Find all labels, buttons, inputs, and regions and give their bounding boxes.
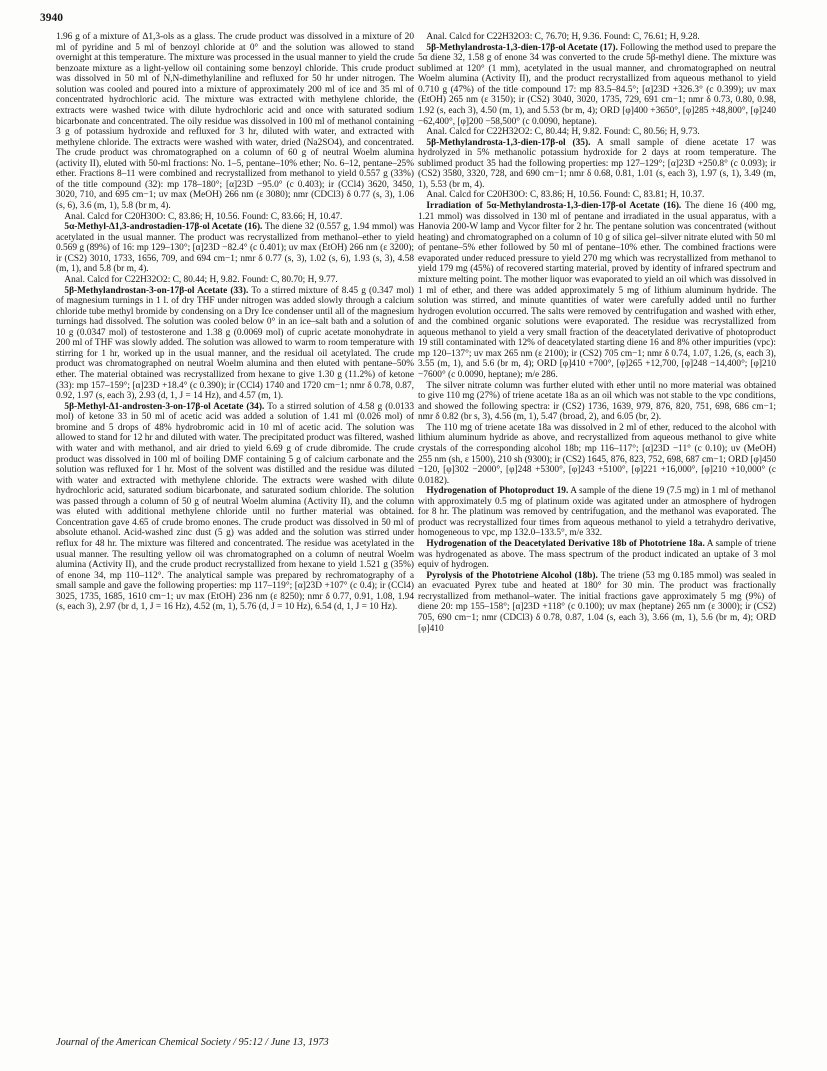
paragraph — [418, 190, 776, 201]
paragraph-text: 1.96 g of a mixture of Δ1,3-ols as a glass. The crude product was dissolved in a mixture of 20 ml of pyridine and 5 ml of benzoyl chloride at 0° and the solution was allowed to stand overnight at this temperature. The mixture was processed in the usual manner to yield the crude benzoate mixture as a light-yellow oil containing some benzoyl chloride. This crude product was dissolved in 50 ml of N,N-dimethylaniline and refluxed for 50 hr under nitrogen. The solution was cooled and poured into a mixture of approximately 200 ml of ice and 35 ml of concentrated hydrochloric acid. The mixture was extracted with methylene chloride, the extracts were washed twice with dilute hydrochloric acid and once with saturated sodium bicarbonate and concentrated. The oily residue was dissolved in 100 ml of methanol containing 3 g of potassium hydroxide and refluxed for 3 hr, diluted with water, and extracted with methylene chloride. The extracts were washed with water, dried (Na2SO4), and concentrated. The crude product was chromatographed on a column of 60 g of neutral Woelm alumina (activity II), eluted with 50-ml fractions: No. 1–5, pentane–10% ether; No. 6–12, pentane–25% ether. Fractions 8–11 were combined and recrystallized from methanol to yield 0.557 g (33%) of the title compound (32): mp 178–180°; [α]23D −95.0° (c 0.403); ir (CCl4) 3620, 3450, 3020, 710, and 695 cm−1; uv max (MeOH) 266 nm (ε 3080); nmr (CDCl3) δ 0.77 (s, 3), 1.06 (s, 6), 3.6 (m, 1), 5.8 (br m, 4). — [56, 32, 414, 211]
paragraph-text: A sample of the diene 19 (7.5 mg) in 1 ml of methanol with approximately 0.5 mg of platinum oxide was agitated under an atmosphere of hydrogen for 8 hr. The platinum was removed by centrifugation, and the methanol was evaporated. The product was recrystallized four times from aqueous methanol to yield a tetrahydro derivative, homogeneous to vpc, mp 132.0–133.5°, m/e 332. — [418, 486, 776, 539]
paragraph-text: Anal. Calcd for C22H32O2: C, 80.44; H, 9.82. Found: C, 80.56; H, 9.73. — [426, 127, 700, 138]
paragraph — [418, 127, 776, 138]
paragraph — [56, 275, 414, 286]
section-heading: Hydrogenation of the Deacetylated Derivative 18b of Phototriene 18a. — [426, 539, 705, 549]
section-heading: 5β-Methylandrosta-1,3-dien-17β-ol (35). — [426, 137, 591, 148]
section-heading: 5β-Methylandrosta-1,3-dien-17β-ol Acetate (17). — [426, 42, 618, 53]
paragraph-text: To a stirred solution of 4.58 g (0.0133 mol) of ketone 33 in 50 ml of acetic acid was added a solution of 1.41 ml (0.026 mol) of bromine and 5 drops of 48% hydrobromic acid in 10 ml of acetic acid. The solution was allowed to stand for 12 hr and diluted with water. The precipitated product was filtered, washed with water and with methanol, and air dried to yield 6.69 g of crude dibromide. The crude product was dissolved in 100 ml of boiling DMF containing 5 g of calcium carbonate and the solution was refluxed for 1 hr. Most of the solvent was distilled and the residue was diluted with water and extracted with methylene chloride. The extracts were washed with dilute hydrochloric acid, saturated sodium bicarbonate, and saturated sodium chloride. The solution was passed through a column of 50 g of neutral Woelm alumina (Activity II), and the column was eluted with additional methylene chloride until no further material was obtained. Concentration gave 4.65 of crude bromo enones. The crude product was dissolved in 50 ml of absolute ethanol. Acid-washed zinc dust (5 g) was added and the solution was stirred under reflux for 48 hr. The mixture was filtered and concentrated. The residue was acetylated in the usual manner. The resulting yellow oil was chromatographed on a column of neutral Woelm alumina (Activity II), and the crude product recrystallized from hexane to yield 1.521 g (35%) of enone 34, mp 110–112°. The analytical sample was prepared by rechromatography of a small sample and gave the following properties: mp 117–119°; [α]23D +107° (c 0.4); ir (CCl4) 3025, 1735, 1685, 1610 cm−1; uv max (EtOH) 236 nm (ε 8250); nmr δ 0.77, 0.91, 1.08, 1.94 (s, each 3), 2.97 (br d, 1, J = 16 Hz), 4.52 (m, 1), 5.76 (d, J = 10 Hz), 6.54 (d, 1, J = 10 Hz). — [56, 401, 415, 613]
paragraph-text: The 110 mg of triene acetate 18a was dissolved in 2 ml of ether, reduced to the alcohol with lithium aluminum hydride as above, and recrystallized from aqueous methanol to give white crystals of the corresponding alcohol 18b; mp 116–117°; [α]23D −11° (c 0.10); uv (MeOH) 255 nm (sh, ε 1500), 210 sh (9300); ir (CS2) 1645, 876, 823, 752, 698, 687 cm−1; ORD [φ]450 −120, [φ]302 −2000°, [φ]248 +5300°, [φ]243 +5100°, [φ]221 +16,000°, [φ]210 +10,000° (c 0.0182). — [418, 422, 776, 486]
paragraph — [56, 222, 414, 275]
paragraph — [418, 571, 776, 634]
paragraph — [56, 402, 414, 613]
section-heading: Pyrolysis of the Phototriene Alcohol (18b). — [426, 570, 598, 581]
right-column — [418, 32, 776, 634]
paragraph-text: Anal. Calcd for C22H32O3: C, 76.70; H, 9.36. Found: C, 76.61; H, 9.28. — [426, 32, 700, 42]
paragraph-text: A sample of triene was hydrogenated as above. The mass spectrum of the product indicated an uptake of 3 mol equiv of hydrogen. — [418, 539, 776, 571]
paragraph — [418, 486, 776, 539]
paragraph — [418, 381, 776, 423]
left-column — [56, 32, 414, 613]
paragraph-text: To a stirred mixture of 8.45 g (0.347 mol) of magnesium turnings in 1 l. of dry THF under nitrogen was added slowly through a calcium chloride tube methyl bromide by condensing on a Dry Ice condenser until all of the magnesium turnings had dissolved. The solution was cooled below 0° in an ice–salt bath and a solution of 10 g (0.0347 mol) of testosterone and 1.38 g (0.0069 mol) of cupric acetate monohydrate in 200 ml of THF was slowly added. The solution was allowed to warm to room temperature with stirring for 1 hr, worked up in the usual manner, and the residual oil acetylated. The crude product was chromatographed on neutral Woelm alumina and then eluted with pentane–50% ether. The material obtained was recrystallized from hexane to give 1.30 g (11.2%) of ketone (33): mp 157–159°; [α]23D +18.4° (c 0.390); ir (CCl4) 1740 and 1720 cm−1; nmr δ 0.78, 0.87, 0.92, 1.97 (s, each 3), 2.93 (d, 1, J = 14 Hz), and 4.57 (m, 1). — [56, 285, 414, 402]
paragraph — [56, 286, 414, 402]
section-heading: 5β-Methyl-Δ1-androsten-3-on-17β-ol Acetate (34). — [64, 401, 265, 412]
paragraph-text: The diene 16 (400 mg, 1.21 mmol) was dissolved in 130 ml of pentane and irradiated in the usual apparatus, with a Hanovia 200-W lamp and Vycor filter for 2 hr. The pentane solution was concentrated (without heating) and chromatographed on a column of 10 g of silica gel–silver nitrate eluted with 50 ml of pentane–5% ether followed by 50 ml of pentane–10% ether. The combined fractions were evaporated under reduced pressure to yield 270 mg which was recrystallized from methanol to yield 179 mg (45%) of recovered starting material, proved by identity of infrared spectrum and mixture melting point. The mother liquor was evaporated to yield an oil which was dissolved in 1 ml of ether, and there was added approximately 5 mg of lithium aluminum hydride. The solution was stirred, and minute quantities of water were carefully added until no further hydrogen evolution occurred. The salts were removed by centrifugation and washed with ether, and the combined organic solutions were evaporated. The residue was recrystallized from aqueous methanol to yield a very small fraction of the deacetylated derivative of photoproduct 19 still contaminated with 12% of deacetylated starting diene 16 and 8% other impurities (vpc): mp 120–137°; uv max 265 nm (ε 2100); ir (CS2) 705 cm−1; nmr δ 0.74, 1.07, 1.26, (s, each 3), 3.55 (m, 1), and 5.6 (br m, 4); ORD [φ]410 +700°, [φ]265 +12,700, [φ]248 −14,400°; [φ]210 −7600° (c 0.0090, heptane); m/e 286. — [418, 201, 777, 380]
paragraph — [56, 212, 414, 223]
journal-footer: Journal of the American Chemical Society / 95:12 / June 13, 1973 — [56, 1037, 329, 1048]
paragraph — [418, 32, 776, 43]
paragraph — [418, 43, 776, 128]
paragraph — [418, 201, 776, 381]
paragraph — [56, 32, 414, 212]
page-number: 3940 — [40, 12, 63, 24]
paragraph-text: Anal. Calcd for C20H30O: C, 83.86; H, 10.56. Found: C, 83.66; H, 10.47. — [64, 211, 343, 222]
section-heading: 5α-Methyl-Δ1,3-androstadien-17β-ol Acetate (16). — [64, 222, 263, 233]
paragraph-text: Anal. Calcd for C20H30O: C, 83.86; H, 10.56. Found: C, 83.81; H, 10.37. — [426, 190, 705, 201]
section-heading: Irradiation of 5α-Methylandrosta-1,3-dien-17β-ol Acetate (16). — [426, 201, 682, 211]
section-heading: Hydrogenation of Photoproduct 19. — [426, 486, 569, 497]
paragraph — [418, 423, 776, 486]
paragraph-text: Following the method used to prepare the 5α diene 32, 1.58 g of enone 34 was converted to the crude 5β-methyl diene. The mixture was sublimed at 120° (1 mm), acetylated in the usual manner, and chromatographed on neutral Woelm alumina (Activity II), and the product recrystallized from aqueous methanol to yield 0.710 g (47%) of the title compound 17: mp 83.5–84.5°; [α]23D +326.3° (c 0.399); uv max (EtOH) 265 nm (ε 3150); ir (CS2) 3040, 3020, 1735, 729, 691 cm−1; nmr δ 0.73, 0.80, 0.98, 1.92 (s, each 3), 4.50 (m, 1), and 5.53 (br m, 4); ORD [φ]400 +3650°, [φ]285 +48,800°, [φ]240 −62,400°, [φ]200 −58,500° (c 0.0090, heptane). — [418, 42, 776, 127]
paragraph-text: A small sample of diene acetate 17 was hydrolyzed in 5% methanolic potassium hydroxide for 2 days at room temperature. The sublimed product 35 had the following properties: mp 127–129°; [α]23D +250.8° (c 0.093); ir (CS2) 3580, 3320, 728, and 690 cm−1; nmr δ 0.68, 0.81, 1.01 (s, each 3), 1.97 (s, 1), 3.49 (m, 1), 5.53 (br m, 4). — [418, 137, 776, 190]
paragraph-text: The diene 32 (0.557 g, 1.94 mmol) was acetylated in the usual manner. The product was recrystallized from methanol–ether to yield 0.569 g (89%) of 16: mp 129–130°; [α]23D −82.4° (c 0.401); uv max (EtOH) 266 nm (ε 3200); ir (CS2) 3010, 1733, 1656, 709, and 694 cm−1; nmr δ 0.77 (s, 3), 1.02 (s, 6), 1.93 (s, 3), 4.58 (m, 1), and 5.8 (br m, 4). — [56, 222, 414, 275]
paragraph — [418, 138, 776, 191]
paragraph — [418, 539, 776, 571]
paragraph-text: The silver nitrate column was further eluted with ether until no more material was obtained to give 110 mg (27%) of triene acetate 18a as an oil which was not stable to the vpc conditions, and showed the following spectra: ir (CS2) 1736, 1639, 979, 876, 820, 751, 698, 686 cm−1; nmr δ 0.82 (br s, 3), 4.56 (m, 1), 5.47 (broad, 2), and 6.05 (br, 2). — [418, 380, 776, 423]
paragraph-text: Anal. Calcd for C22H32O2: C, 80.44; H, 9.82. Found: C, 80.70; H, 9.77. — [64, 274, 338, 285]
paragraph-text: The triene (53 mg 0.185 mmol) was sealed in an evacuated Pyrex tube and heated at 180° for 30 min. The product was fractionally recrystallized from methanol–water. The initial fractions gave approximately 5 mg (9%) of diene 20: mp 155–158°; [α]23D +118° (c 0.100); uv max (heptane) 265 nm (ε 3000); ir (CS2) 705, 690 cm−1; nmr (CDCl3) δ 0.78, 0.87, 1.04 (s, each 3), 3.66 (m, 1), 5.6 (br m, 4); ORD [φ]410 — [418, 570, 777, 634]
section-heading: 5β-Methylandrostan-3-on-17β-ol Acetate (33). — [64, 285, 249, 296]
